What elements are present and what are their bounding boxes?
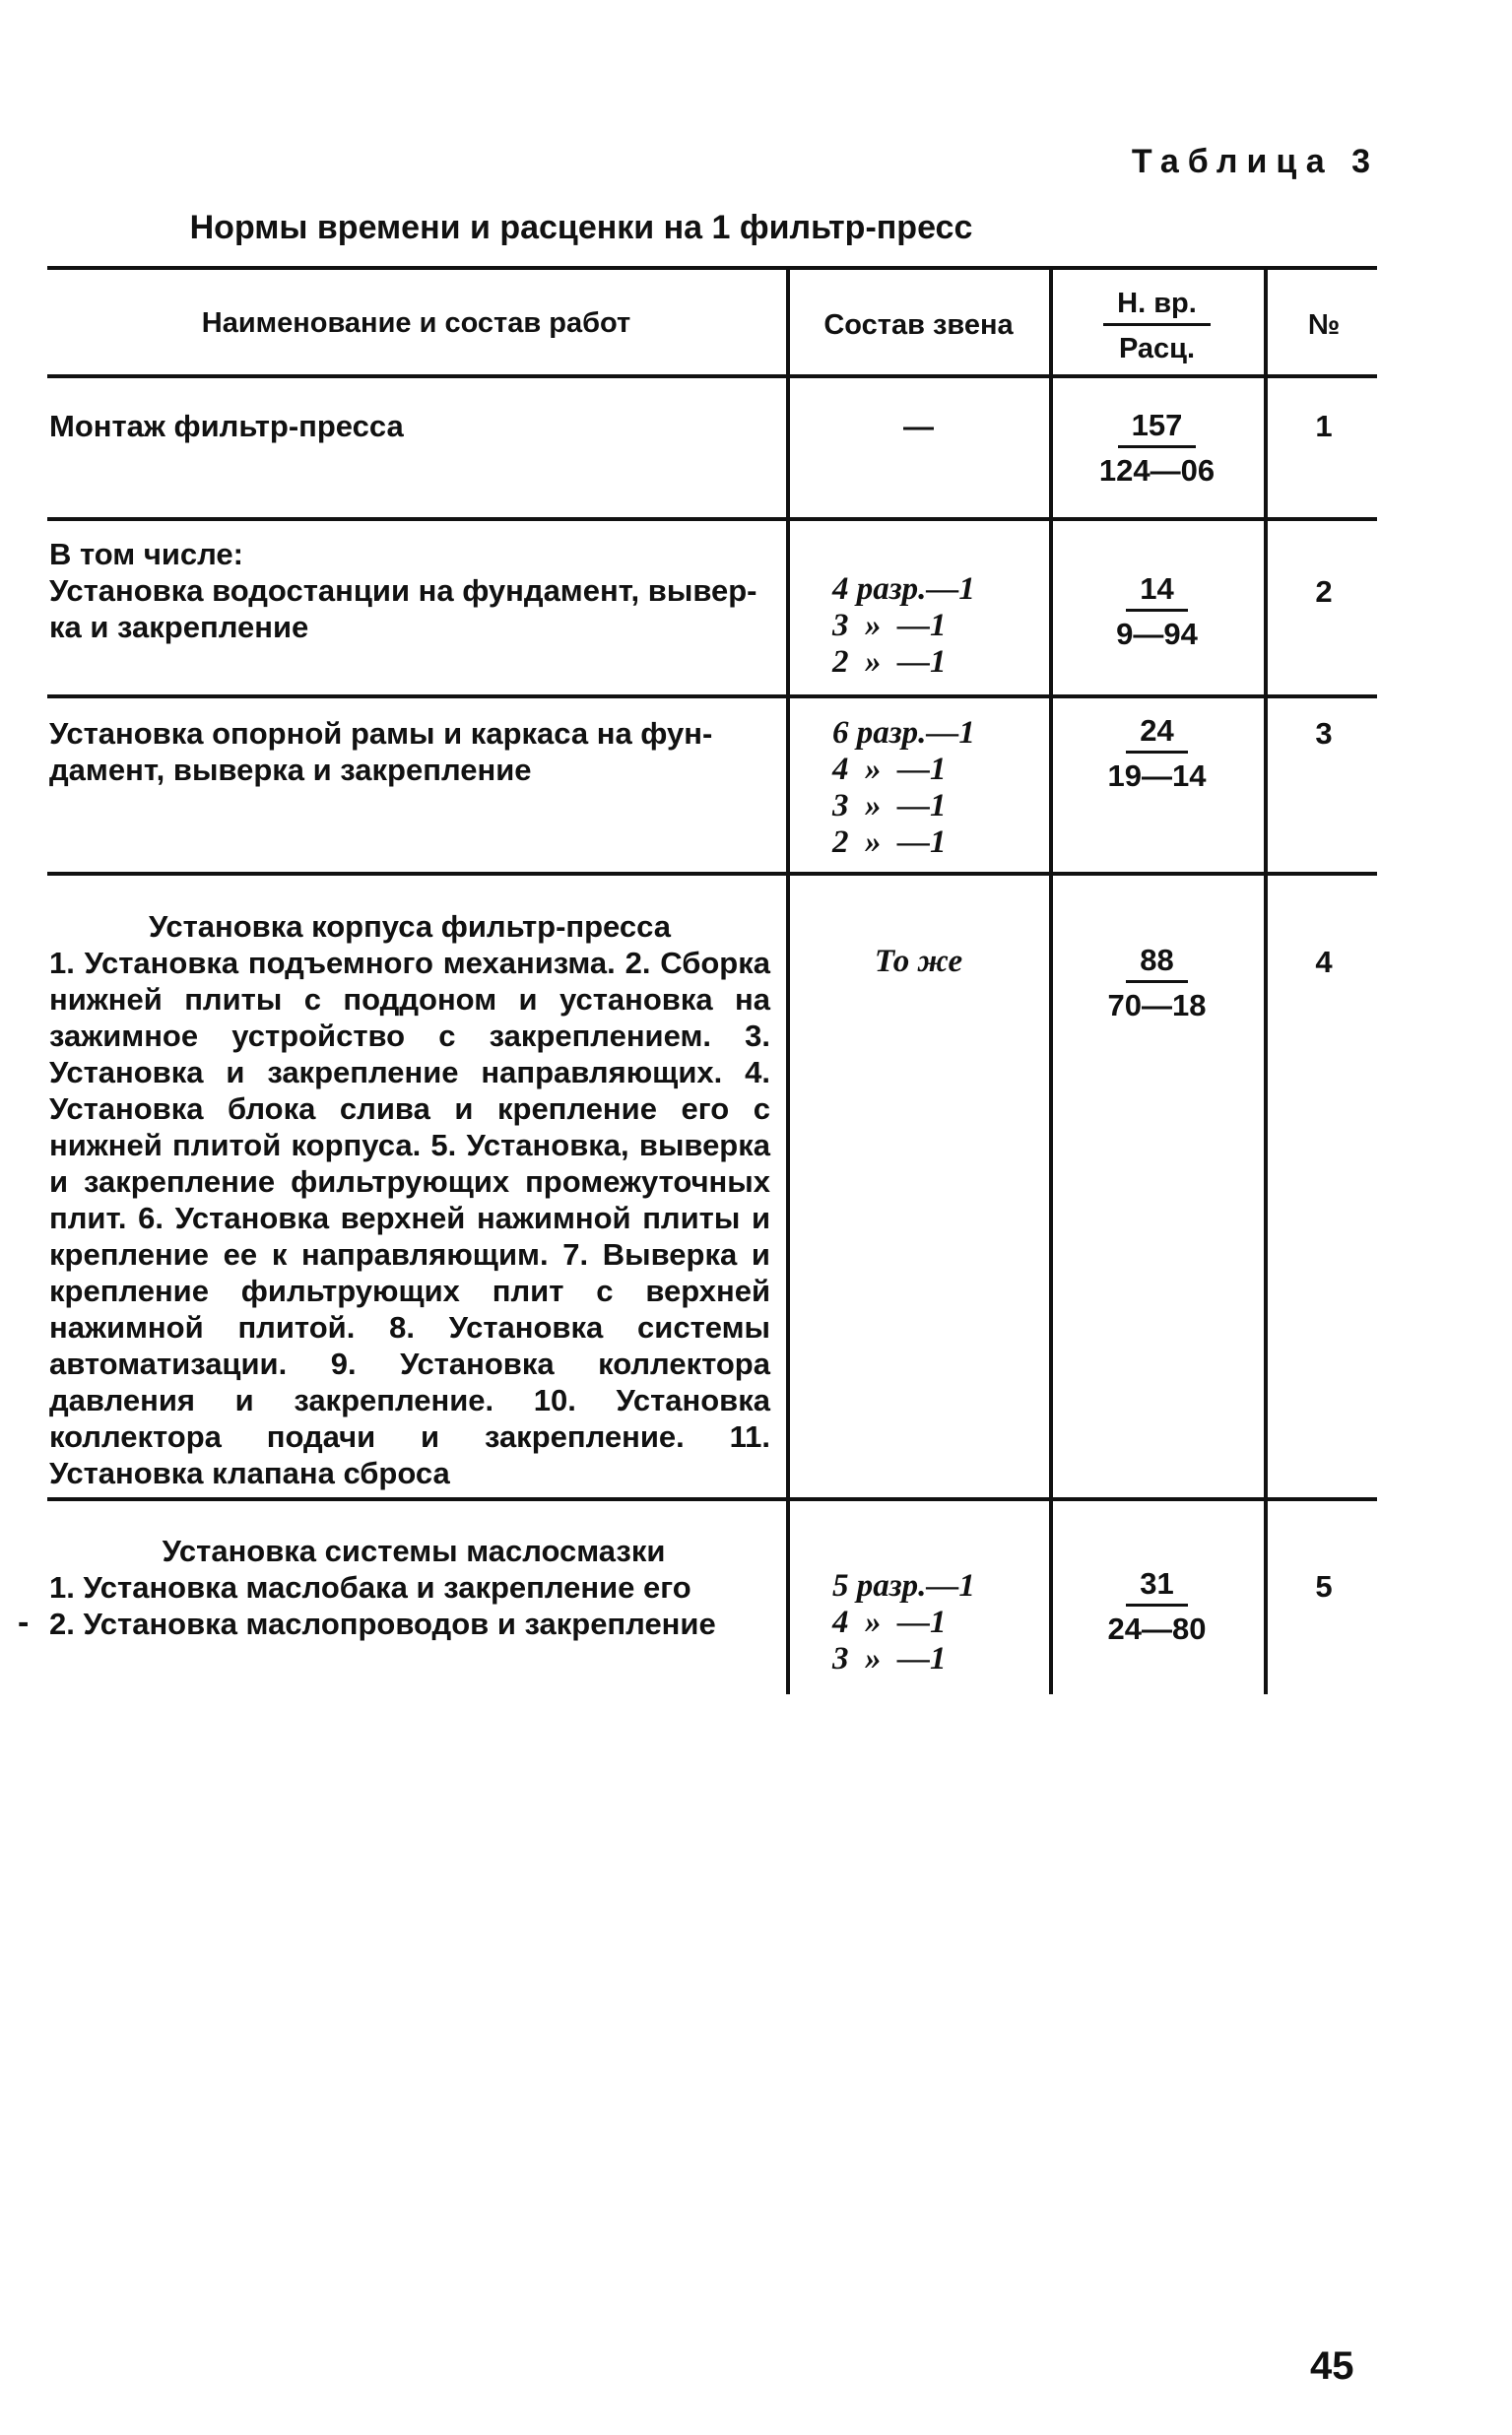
crew-line: 4 » —1 bbox=[832, 752, 947, 787]
row-2-number: 2 bbox=[1315, 574, 1333, 609]
row-1-bottom-rule bbox=[47, 517, 1377, 521]
row-2-name bbox=[49, 536, 778, 645]
row-2-crew bbox=[832, 571, 1044, 681]
header-norm-price: Расц. bbox=[1118, 333, 1196, 364]
row-3-crew bbox=[832, 715, 1044, 861]
row-1-crew: — bbox=[903, 409, 934, 443]
row-1-norm-time: 157 bbox=[1118, 406, 1197, 448]
page-number: 45 bbox=[1310, 2344, 1354, 2388]
crew-line: 4 разр.—1 bbox=[832, 571, 975, 607]
header-bottom-rule bbox=[47, 374, 1377, 378]
header-norm bbox=[1056, 284, 1258, 371]
row-3-name-line: Установка опорной рамы и каркаса на фун- bbox=[49, 716, 713, 751]
header-number: № bbox=[1307, 309, 1341, 341]
crew-line: 2 » —1 bbox=[832, 824, 947, 860]
row-5-name-line: 2. Установка маслопроводов и закрепление bbox=[49, 1607, 716, 1641]
table-title: Нормы времени и расценки на 1 фильтр-пресс bbox=[189, 209, 973, 246]
table-label: Таблица 3 bbox=[1131, 143, 1379, 180]
col-rule-3 bbox=[1264, 266, 1268, 1694]
crew-line: 3 » —1 bbox=[832, 608, 947, 643]
row-3-name-line: дамент, выверка и закрепление bbox=[49, 753, 532, 787]
crew-line: 5 разр.—1 bbox=[832, 1568, 975, 1604]
row-2-subheading: В том числе: bbox=[49, 537, 243, 571]
crew-line: 3 » —1 bbox=[832, 1641, 947, 1677]
row-3-norm bbox=[1056, 711, 1258, 799]
margin-mark: - bbox=[18, 1604, 30, 1641]
row-5-crew bbox=[832, 1568, 1044, 1678]
header-norm-time: Н. вр. bbox=[1103, 284, 1211, 326]
row-2-norm bbox=[1056, 569, 1258, 657]
row-5-norm-price: 24—80 bbox=[1107, 1612, 1207, 1646]
crew-line: 2 » —1 bbox=[832, 644, 947, 680]
row-3-number: 3 bbox=[1315, 716, 1333, 751]
col-rule-1 bbox=[786, 266, 790, 1694]
row-4-norm-price: 70—18 bbox=[1107, 988, 1207, 1022]
crew-line: 4 » —1 bbox=[832, 1605, 947, 1640]
row-5-name bbox=[49, 1533, 778, 1642]
row-3-name bbox=[49, 715, 778, 788]
row-2-norm-price: 9—94 bbox=[1116, 617, 1198, 651]
crew-line: 3 » —1 bbox=[832, 788, 947, 823]
row-5-heading: Установка системы маслосмазки bbox=[162, 1534, 666, 1568]
row-3-norm-time: 24 bbox=[1126, 711, 1187, 754]
row-4-body: 1. Установка подъемного механизма. 2. Сборка нижней плиты с поддоном и установка на зажимное устройство с закреплением. 3. Установка и закрепление направляющих. 4. Установка блока слива и крепление его с нижней плитой корпуса. 5. Установка, выверка и закрепление фильтрующих промежуточных плит. 6. Установка верхней нажимной плиты и крепление ее к направляющим. 7. Выверка и крепление фильтрующих плит с верхней нажимной плитой. 8. Установка системы автоматизации. 9. Установка коллектора давления и закрепление. 10. Установка коллектора подачи и закрепление. 11. Установка клапана сброса bbox=[49, 946, 770, 1490]
row-2-norm-time: 14 bbox=[1126, 569, 1187, 612]
row-5-number: 5 bbox=[1315, 1569, 1333, 1604]
header-crew: Состав звена bbox=[823, 309, 1014, 341]
row-1-number: 1 bbox=[1315, 409, 1333, 443]
col-rule-2 bbox=[1049, 266, 1053, 1694]
row-1-norm bbox=[1056, 406, 1258, 494]
row-3-norm-price: 19—14 bbox=[1107, 758, 1207, 793]
row-1-name-line: Монтаж фильтр-пресса bbox=[49, 409, 404, 443]
crew-line: 6 разр.—1 bbox=[832, 715, 975, 751]
row-2-name-line: ка и закрепление bbox=[49, 610, 309, 644]
row-4-bottom-rule bbox=[47, 1497, 1377, 1501]
row-5-name-line: 1. Установка маслобака и закрепление его bbox=[49, 1570, 691, 1605]
row-3-bottom-rule bbox=[47, 872, 1377, 876]
row-4-number: 4 bbox=[1315, 945, 1333, 979]
row-4-norm bbox=[1056, 941, 1258, 1028]
header-name: Наименование и состав работ bbox=[201, 307, 631, 339]
row-1-name bbox=[49, 408, 778, 444]
row-4-name bbox=[49, 908, 770, 1491]
table-top-rule bbox=[47, 266, 1377, 270]
row-4-heading: Установка корпуса фильтр-пресса bbox=[149, 909, 671, 944]
row-4-norm-time: 88 bbox=[1126, 941, 1187, 983]
row-5-norm bbox=[1056, 1564, 1258, 1652]
row-4-crew: То же bbox=[874, 944, 963, 979]
row-2-name-line: Установка водостанции на фундамент, вывер- bbox=[49, 573, 757, 608]
row-1-norm-price: 124—06 bbox=[1098, 453, 1216, 488]
row-2-bottom-rule bbox=[47, 694, 1377, 698]
row-5-norm-time: 31 bbox=[1126, 1564, 1187, 1607]
